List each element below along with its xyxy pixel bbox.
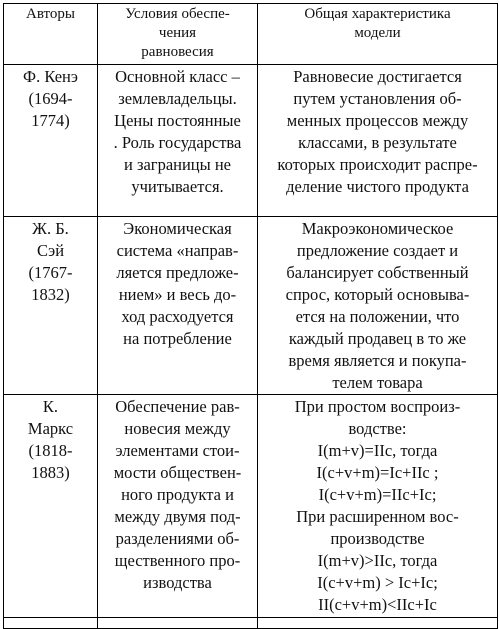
model-cell [258,217,498,395]
cell-line: I(c+v+m)=IIc+Ic; [318,485,437,504]
cell-line: . Роль государства [113,133,242,152]
cell-line: ляется предложе- [116,263,239,282]
cell-line: менных процессов между [286,111,469,130]
author-cell [4,65,98,217]
reproduction-models-table [3,3,498,629]
cell-line: классами, в результате [298,133,457,152]
cell-line: предложение создает и [296,241,459,260]
table-row-empty [4,618,498,629]
cell-line: землевладельцы. [118,89,237,108]
cell-line: Цены постоянные [114,111,241,130]
author-cell [4,217,98,395]
cell-line: (1767- [28,263,73,282]
cell-line: I(m+v)=IIc, тогда [317,441,438,460]
cell-line: Ф. Кенэ [23,67,78,86]
cell-line: (1818- [28,441,73,460]
cell-line: изводства [143,573,212,592]
author-cell [4,395,98,618]
header-line: модели [354,25,401,41]
cell-line: Обеспечение рав- [115,397,240,416]
cell-line: время является и покупа- [288,351,467,370]
header-authors: Авторы [4,4,98,65]
cell-line: мости обществен- [113,463,242,482]
conditions-cell [98,217,258,395]
conditions-cell [98,65,258,217]
cell-line: на потребление [123,329,232,348]
cell-line: II(c+v+m)<IIc+Ic [318,595,437,614]
cell-line: элементами стои- [115,441,240,460]
cell-line: I(c+v+m)=Ic+IIc ; [316,463,439,482]
cell-line: каждый продавец в то же [288,329,467,348]
cell-line: I(m+v)>IIc, тогда [317,551,438,570]
cell-line: система «направ- [116,241,239,260]
cell-line: Равновесие достигается [293,67,462,86]
empty-cell [258,618,498,629]
cell-line: К. [42,397,59,416]
conditions-cell [98,395,258,618]
cell-line: Основной класс – [115,67,240,86]
cell-line: спрос, который основыва- [285,285,470,304]
model-cell [258,395,498,618]
table-row [4,395,498,618]
table-row [4,65,498,217]
cell-line: нием» и весь до- [118,285,237,304]
cell-line: и заграницы не [124,155,231,174]
cell-line: Маркс [27,419,74,438]
table-header-row [4,4,498,65]
cell-line: деление чистого продукта [286,177,469,196]
header-line: равновесия [141,44,214,60]
cell-line: путем установления об- [293,89,462,108]
header-line: Условия обеспе- [125,6,230,22]
cell-line: телем товара [332,373,423,392]
cell-line: ного продукта и [121,485,234,504]
empty-cell [4,618,98,629]
cell-line: между двумя под- [114,507,241,526]
cell-line: производстве [330,529,425,548]
cell-line: Макроэкономическое [301,219,454,238]
header-line: Общая характеристика [304,6,451,22]
table-row [4,217,498,395]
cell-line: При расширенном вос- [296,507,459,526]
header-conditions [98,4,258,65]
cell-line: I(c+v+m) > Ic+Ic; [317,573,438,592]
cell-line: которых происходит распре- [277,155,478,174]
cell-line: щественного про- [114,551,241,570]
cell-line: ход расходуется [121,307,234,326]
model-cell [258,65,498,217]
cell-line: новесия между [124,419,231,438]
cell-line: ется на положении, что [295,307,460,326]
cell-line: 1832) [31,285,70,304]
cell-line: учитывается. [131,177,224,196]
cell-line: При простом воспроиз- [294,397,461,416]
cell-line: Ж. Б. [32,219,69,238]
cell-line: Экономическая [123,219,232,238]
cell-line: водстве: [348,419,407,438]
cell-line: балансирует собственный [286,263,469,282]
cell-line: 1774) [31,111,70,130]
cell-line: разделениями об- [115,529,240,548]
cell-line: 1883) [31,463,70,482]
cell-line: Сэй [36,241,65,260]
empty-cell [98,618,258,629]
cell-line: (1694- [28,89,73,108]
header-line: чения [158,25,197,41]
header-model [258,4,498,65]
